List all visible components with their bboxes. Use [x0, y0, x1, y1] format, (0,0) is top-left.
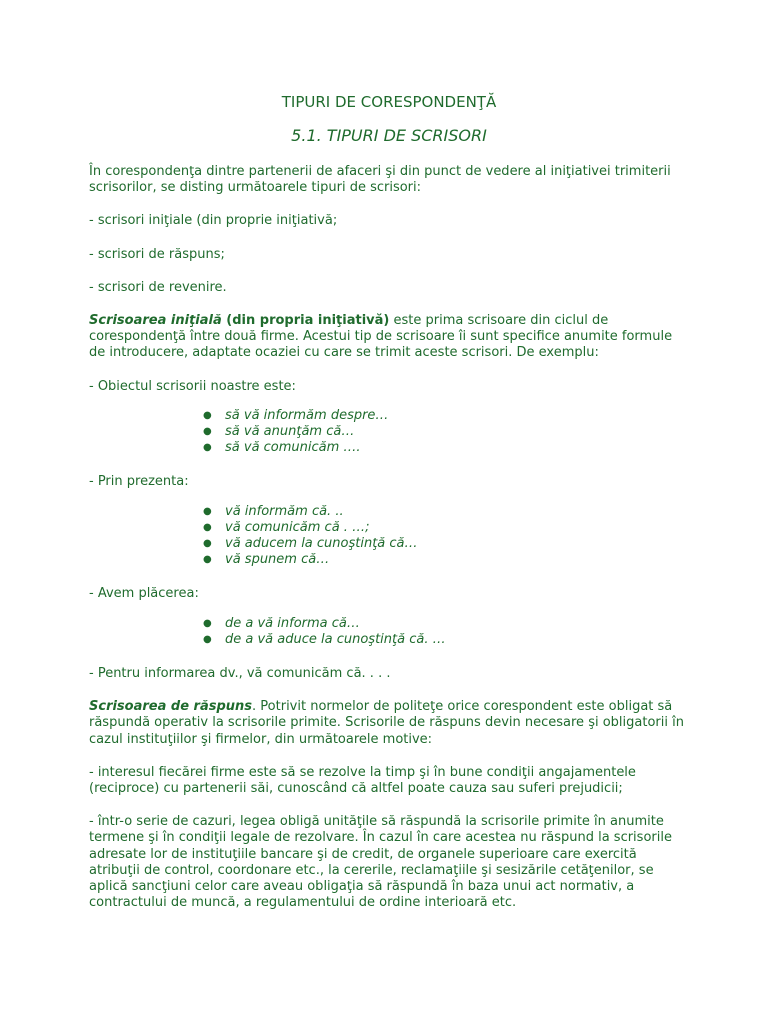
- formula-item: ● vă spunem că…: [203, 552, 330, 568]
- formula-list: [89, 408, 689, 457]
- formula-lead: - Prin prezenta:: [89, 474, 189, 490]
- bullet-icon: ●: [203, 426, 212, 438]
- document-page: [89, 92, 689, 929]
- bullet-icon: ●: [203, 505, 212, 517]
- formula-item: ● să vă informăm despre…: [203, 407, 389, 423]
- response-letter-paragraph: [89, 699, 689, 748]
- formula-list: [89, 504, 689, 569]
- type-item: - scrisori de răspuns;: [89, 246, 225, 262]
- formula-lead: - Obiectul scrisorii noastre este:: [89, 378, 296, 394]
- bullet-icon: ●: [203, 442, 212, 454]
- bullet-icon: ●: [203, 633, 212, 645]
- response-letter-term: Scrisoarea de răspuns: [89, 699, 253, 715]
- formula-item: ● vă comunicăm că . …;: [203, 519, 370, 535]
- bullet-icon: ●: [203, 617, 212, 629]
- bullet-icon: ●: [203, 409, 212, 421]
- closing-formula: - Pentru informarea dv., vă comunicăm că. . . .: [89, 666, 391, 682]
- formula-item: ● vă aducem la cunoştinţă că…: [203, 536, 418, 552]
- initial-letter-text: este prima scrisoare din ciclul de corespondenţă între două firme. Acestui tip de scrisoare îi sunt specifice anumite formule de introducere, adaptate ocaziei cu care se trimit aceste scrisori. De exemplu:: [89, 313, 673, 361]
- formula-item: ● să vă comunicăm ….: [203, 440, 361, 456]
- type-item: - scrisori de revenire.: [89, 279, 227, 295]
- document-title: TIPURI DE CORESPONDENŢĂ: [281, 93, 497, 111]
- reason-paragraph: - într-o serie de cazuri, legea obligă unităţile să răspundă la scrisorile primite în anumite termene şi în condiţii legale de rezolvare. În cazul în care acestea nu răspund la scrisorile adresate lor de instituţiile bancare şi de credit, de organele superioare care exercită atribuţii de control, coordonare etc., la cererile, reclamaţiile şi sesizările cetăţenilor, se aplică sancţiuni celor care aveau obligaţia să răspundă în baza unui act normativ, a contractului de muncă, a regulamentului de ordine interioară etc.: [89, 814, 672, 911]
- formula-lead: - Avem plăcerea:: [89, 586, 199, 602]
- type-item: - scrisori iniţiale (din proprie iniţiativă;: [89, 213, 338, 229]
- formula-item: ● de a vă aduce la cunoştinţă că. …: [203, 631, 446, 647]
- initial-letter-term: Scrisoarea iniţială: [89, 313, 222, 329]
- bullet-icon: ●: [203, 538, 212, 550]
- formula-item: ● vă informăm că. ..: [203, 503, 344, 519]
- bullet-icon: ●: [203, 521, 212, 533]
- intro-paragraph: În corespondenţa dintre partenerii de afaceri şi din punct de vedere al iniţiativei trimiterii scrisorilor, se disting următoarele tipuri de scrisori:: [89, 164, 671, 196]
- formula-item: ● să vă anunţăm că…: [203, 424, 355, 440]
- formula-item: ● de a vă informa că…: [203, 615, 360, 631]
- response-letter-text: . Potrivit normelor de politeţe orice corespondent este obligat să răspundă operativ la scrisorile primite. Scrisorile de răspuns devin necesare şi obligatorii în cazul instituţiilor şi firmelor, din următoarele motive:: [89, 699, 684, 747]
- formula-list: [89, 616, 689, 648]
- initial-letter-term-suffix: (din propria iniţiativă): [221, 313, 390, 329]
- initial-letter-paragraph: [89, 313, 689, 362]
- section-title: 5.1. TIPURI DE SCRISORI: [291, 126, 487, 145]
- reason-paragraph: - interesul fiecărei firme este să se rezolve la timp şi în bune condiţii angajamentele (reciproce) cu partenerii săi, cunoscând că altfel poate cauza sau suferi prejudicii;: [89, 764, 636, 797]
- bullet-icon: ●: [203, 554, 212, 566]
